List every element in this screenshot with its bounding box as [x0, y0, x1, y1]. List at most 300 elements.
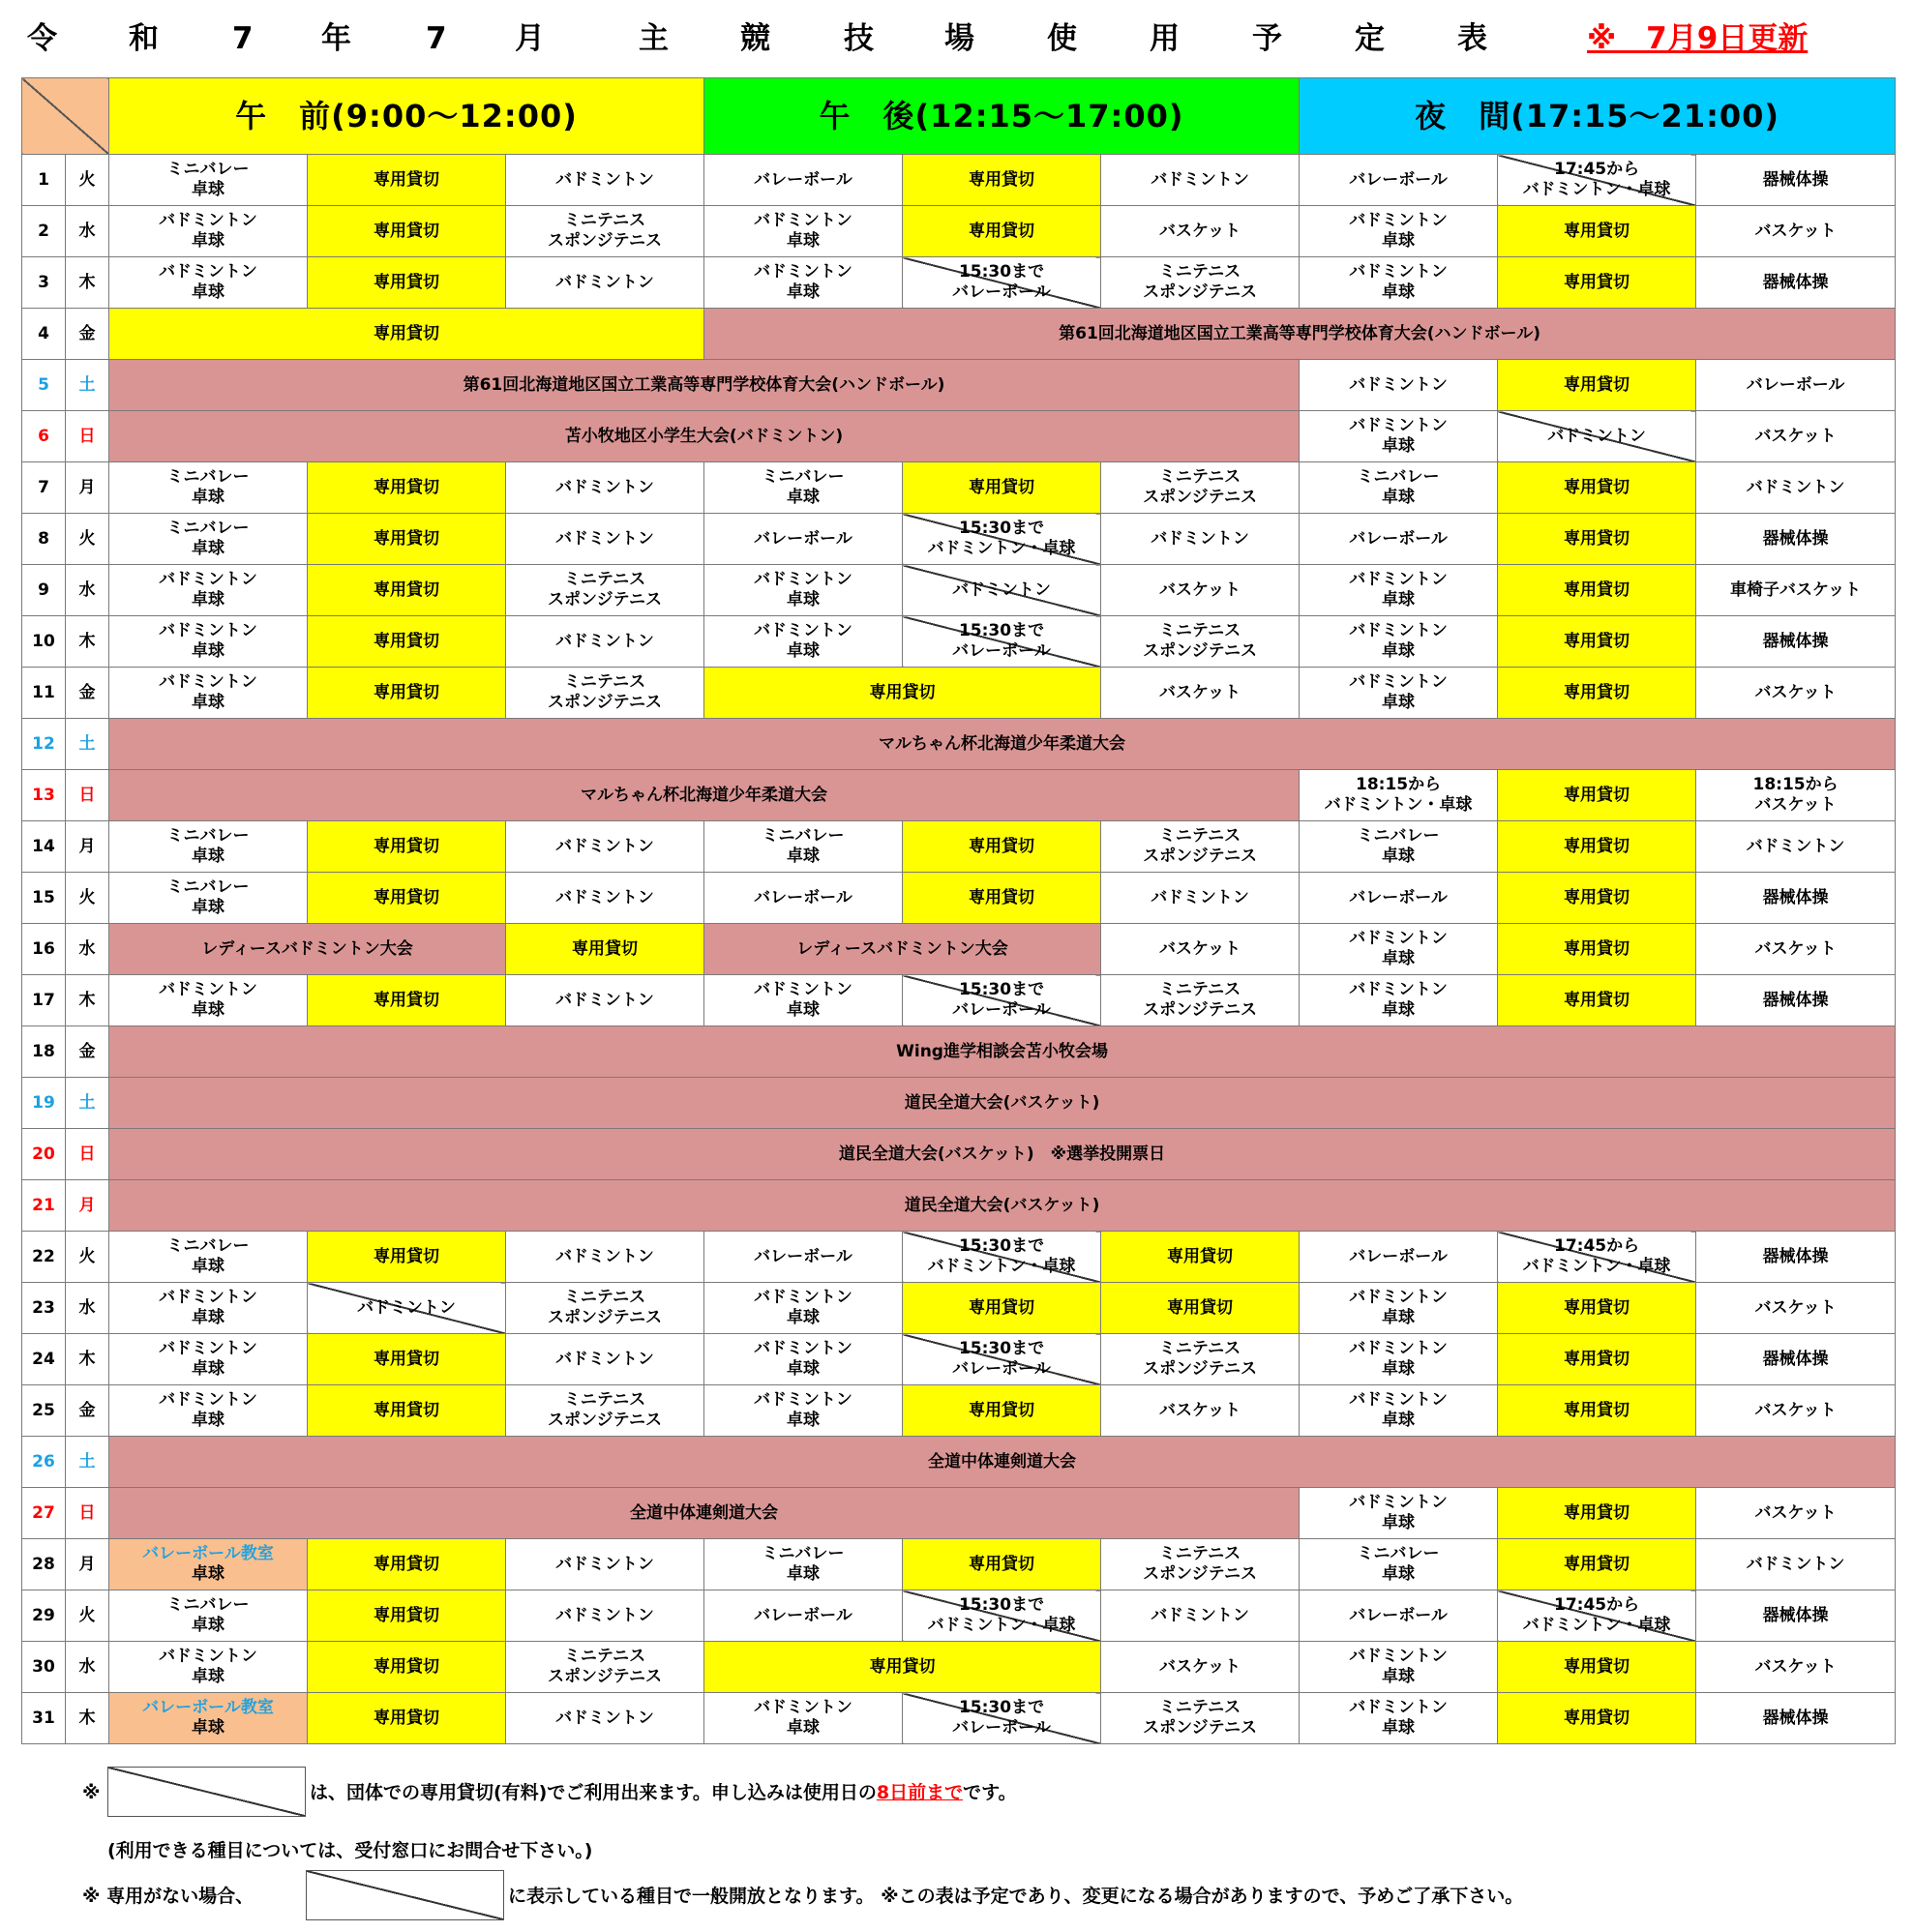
- morning-header: 午 前(9:00～12:00): [109, 78, 704, 155]
- cell-line: バドミントン・卓球: [927, 1257, 1076, 1276]
- event-cell: [109, 411, 1300, 462]
- cell-line: 専用貸切: [1564, 1656, 1630, 1677]
- cell-line: バレーボール: [952, 1359, 1051, 1379]
- day-row: [22, 1129, 1896, 1180]
- schedule-cell: [1696, 257, 1896, 309]
- cell-line: バレーボール教室: [142, 1544, 274, 1563]
- cell-line: 卓球: [787, 1411, 821, 1430]
- day-row: [22, 1232, 1896, 1283]
- cell-line: ミニテニス: [1158, 621, 1241, 640]
- day-row: [22, 1539, 1896, 1590]
- schedule-cell: [1300, 462, 1498, 514]
- reserved-cell: [308, 1232, 506, 1283]
- cell-line: 専用貸切: [1564, 682, 1630, 702]
- cell-line: マルちゃん杯北海道少年柔道大会: [879, 733, 1126, 754]
- schedule-cell: [109, 873, 308, 924]
- cell-line: 専用貸切: [1564, 1400, 1630, 1420]
- schedule-cell: [704, 1693, 903, 1744]
- cell-line: スポンジテニス: [1143, 1359, 1257, 1379]
- schedule-cell: [506, 1385, 704, 1437]
- day-row: [22, 565, 1896, 616]
- schedule-cell: [704, 1283, 903, 1334]
- schedule-cell: [704, 1334, 903, 1385]
- cell-line: 卓球: [192, 1308, 224, 1327]
- cell-line: バレーボール: [754, 1246, 852, 1266]
- schedule-cell: [506, 1590, 704, 1642]
- cell-line: ミニテニス: [563, 570, 646, 589]
- cell-line: 卓球: [1382, 1000, 1416, 1020]
- cell-line: 専用貸切: [1564, 1297, 1630, 1318]
- day-row: [22, 1590, 1896, 1642]
- cell-line: 専用貸切: [1564, 528, 1630, 549]
- cell-line: ミニバレー: [762, 1544, 845, 1563]
- day-number: 23: [22, 1283, 66, 1334]
- event-cell: [109, 1129, 1896, 1180]
- cell-line: 専用貸切: [969, 1400, 1035, 1420]
- cell-line: ミニテニス: [1158, 467, 1241, 487]
- cell-line: バドミントン: [754, 1339, 852, 1358]
- cell-line: 専用貸切: [1564, 1708, 1630, 1728]
- schedule-cell: [1696, 1385, 1896, 1437]
- cell-line: 専用貸切: [374, 221, 439, 241]
- weekday: 木: [66, 616, 109, 668]
- day-number: 4: [22, 309, 66, 360]
- cell-line: 専用貸切: [1564, 836, 1630, 856]
- cell-line: バスケット: [1158, 1656, 1241, 1677]
- cell-line: 器械体操: [1762, 887, 1829, 907]
- weekday: 土: [66, 719, 109, 770]
- schedule-cell: [704, 257, 903, 309]
- cell-line: 専用貸切: [374, 169, 439, 190]
- cell-line: 17:45から: [1553, 160, 1640, 179]
- cell-line: バレーボール教室: [142, 1698, 274, 1717]
- cell-line: バドミントン: [159, 262, 257, 282]
- cell-line: バドミントン: [159, 570, 257, 589]
- weekday: 火: [66, 1590, 109, 1642]
- cell-line: バスケット: [1754, 1297, 1837, 1318]
- day-number: 3: [22, 257, 66, 309]
- title-char: 年: [321, 21, 351, 56]
- schedule-cell: [704, 616, 903, 668]
- weekday: 水: [66, 1283, 109, 1334]
- partial-slash-cell: [1498, 155, 1696, 206]
- cell-line: 専用貸切: [374, 580, 439, 600]
- event-cell: [109, 719, 1896, 770]
- cell-line: 器械体操: [1762, 1708, 1829, 1728]
- cell-line: 専用貸切: [969, 1554, 1035, 1574]
- cell-line: バドミントン: [555, 477, 654, 497]
- cell-line: バドミントン: [1151, 1605, 1249, 1625]
- schedule-cell: [506, 668, 704, 719]
- day-number: 26: [22, 1437, 66, 1488]
- event-cell: [109, 1180, 1896, 1232]
- schedule-cell: [1300, 1283, 1498, 1334]
- cell-line: ミニテニス: [563, 672, 646, 692]
- cell-line: バドミントン: [952, 580, 1051, 600]
- weekday: 水: [66, 924, 109, 975]
- day-row: [22, 1693, 1896, 1744]
- cell-line: バドミントン: [357, 1297, 456, 1318]
- reserved-cell: [308, 873, 506, 924]
- cell-line: ミニバレー: [1357, 1544, 1440, 1563]
- schedule-cell: [1696, 411, 1896, 462]
- cell-line: バスケット: [1754, 1400, 1837, 1420]
- cell-line: バドミントン: [1746, 477, 1845, 497]
- title-char: 定: [1355, 21, 1385, 56]
- cell-line: バレーボール: [1349, 1605, 1448, 1625]
- schedule-cell: [1300, 1334, 1498, 1385]
- reserved-cell: [1498, 873, 1696, 924]
- day-row: [22, 360, 1896, 411]
- cell-line: 15:30まで: [958, 1236, 1045, 1256]
- schedule-cell: [1300, 616, 1498, 668]
- cell-line: バドミントン: [555, 169, 654, 190]
- day-number: 1: [22, 155, 66, 206]
- reserved-cell: [1498, 924, 1696, 975]
- weekday: 月: [66, 1539, 109, 1590]
- weekday: 土: [66, 360, 109, 411]
- cell-line: バドミントン: [555, 990, 654, 1010]
- schedule-cell: [1696, 1642, 1896, 1693]
- schedule-cell: [1101, 821, 1300, 873]
- weekday: 日: [66, 1488, 109, 1539]
- cell-line: 器械体操: [1762, 631, 1829, 651]
- day-row: [22, 1385, 1896, 1437]
- cell-line: 全道中体連剣道大会: [630, 1502, 779, 1523]
- cell-line: バスケット: [1158, 221, 1241, 241]
- cell-line: 卓球: [192, 1000, 224, 1020]
- event-cell: [109, 1437, 1896, 1488]
- schedule-cell: [1300, 873, 1498, 924]
- schedule-cell: [1696, 770, 1896, 821]
- day-number: 28: [22, 1539, 66, 1590]
- cell-line: バドミントン: [1349, 374, 1448, 395]
- note-line1-deadline: 8日前まで: [876, 1782, 964, 1803]
- schedule-cell: [1101, 514, 1300, 565]
- cell-line: 専用貸切: [374, 836, 439, 856]
- schedule-cell: [109, 565, 308, 616]
- reserved-cell: [1498, 616, 1696, 668]
- cell-line: ミニテニス: [1158, 826, 1241, 846]
- cell-line: バドミントン: [1349, 1493, 1448, 1512]
- cell-line: ミニバレー: [166, 1236, 250, 1256]
- schedule-cell: [1300, 975, 1498, 1026]
- reserved-cell: [506, 924, 704, 975]
- cell-line: バドミントン: [754, 1288, 852, 1307]
- weekday: 火: [66, 514, 109, 565]
- cell-line: 卓球: [1382, 693, 1416, 712]
- cell-line: 専用貸切: [374, 323, 439, 343]
- partial-slash-cell: [903, 514, 1101, 565]
- weekday: 木: [66, 257, 109, 309]
- cell-line: 卓球: [192, 231, 224, 251]
- cell-line: 器械体操: [1762, 169, 1829, 190]
- cell-line: スポンジテニス: [548, 231, 662, 251]
- schedule-cell: [109, 1590, 308, 1642]
- schedule-cell: [1300, 1539, 1498, 1590]
- cell-line: 専用貸切: [1564, 221, 1630, 241]
- cell-line: バドミントン: [1349, 621, 1448, 640]
- cell-line: バドミントン: [555, 1708, 654, 1728]
- cell-line: 専用貸切: [374, 682, 439, 702]
- cell-line: バドミントン: [1349, 672, 1448, 692]
- cell-line: 卓球: [192, 898, 224, 917]
- cell-line: 器械体操: [1762, 1246, 1829, 1266]
- schedule-cell: [506, 565, 704, 616]
- cell-line: ミニバレー: [166, 160, 250, 179]
- schedule-cell: [704, 155, 903, 206]
- cell-line: バドミントン: [1349, 1339, 1448, 1358]
- schedule-cell: [506, 1642, 704, 1693]
- weekday: 月: [66, 821, 109, 873]
- day-number: 12: [22, 719, 66, 770]
- schedule-cell: [109, 514, 308, 565]
- schedule-cell: [1101, 1539, 1300, 1590]
- cell-line: ミニバレー: [1357, 467, 1440, 487]
- schedule-cell: [1101, 873, 1300, 924]
- cell-line: 専用貸切: [374, 272, 439, 292]
- partial-slash-cell: [903, 616, 1101, 668]
- day-number: 10: [22, 616, 66, 668]
- weekday: 火: [66, 873, 109, 924]
- day-number: 11: [22, 668, 66, 719]
- schedule-cell: [1300, 155, 1498, 206]
- schedule-cell: [1101, 206, 1300, 257]
- title-char: 7: [426, 21, 447, 56]
- cell-line: バスケット: [1158, 682, 1241, 702]
- schedule-cell: [1101, 975, 1300, 1026]
- cell-line: 卓球: [787, 1718, 821, 1738]
- schedule-cell: [1696, 975, 1896, 1026]
- cell-line: 卓球: [192, 1718, 224, 1738]
- cell-line: 卓球: [192, 693, 224, 712]
- cell-line: 15:30まで: [958, 621, 1045, 640]
- weekday: 金: [66, 1385, 109, 1437]
- schedule-cell: [1101, 565, 1300, 616]
- event-cell: [109, 360, 1300, 411]
- cell-line: バスケット: [1754, 426, 1837, 446]
- title-char: 月: [515, 21, 545, 56]
- cell-line: 卓球: [192, 641, 224, 661]
- schedule-cell: [1101, 668, 1300, 719]
- reserved-cell: [1498, 1488, 1696, 1539]
- day-row: [22, 975, 1896, 1026]
- cell-line: 専用貸切: [869, 1656, 936, 1677]
- cell-line: バドミントン: [1151, 887, 1249, 907]
- cell-line: バドミントン: [159, 1647, 257, 1666]
- partial-slash-cell: [903, 565, 1101, 616]
- afternoon-header: 午 後(12:15～17:00): [704, 78, 1300, 155]
- cell-line: ミニバレー: [762, 467, 845, 487]
- cell-line: バドミントン: [754, 1390, 852, 1410]
- cell-line: ミニテニス: [563, 1390, 646, 1410]
- cell-line: バドミントン: [1349, 1390, 1448, 1410]
- schedule-cell: [506, 1693, 704, 1744]
- cell-line: 車椅子バスケット: [1729, 580, 1862, 600]
- cell-line: バドミントン: [555, 887, 654, 907]
- schedule-cell: [1101, 1642, 1300, 1693]
- weekday: 金: [66, 1026, 109, 1078]
- schedule-cell: [1101, 155, 1300, 206]
- cell-line: 卓球: [192, 1616, 224, 1635]
- cell-line: ミニテニス: [563, 211, 646, 230]
- schedule-cell: [1696, 1693, 1896, 1744]
- reserved-cell: [308, 565, 506, 616]
- day-number: 30: [22, 1642, 66, 1693]
- note-line1-before: は、団体での専用貸切(有料)でご利用出来ます。申し込みは使用日の: [310, 1782, 877, 1803]
- reserved-cell: [1498, 770, 1696, 821]
- cell-line: バドミントン: [1349, 570, 1448, 589]
- schedule-cell: [704, 462, 903, 514]
- cell-line: スポンジテニス: [548, 1308, 662, 1327]
- schedule-cell: [506, 155, 704, 206]
- day-number: 25: [22, 1385, 66, 1437]
- day-row: [22, 257, 1896, 309]
- schedule-cell: [1101, 257, 1300, 309]
- update-notice: ※ 7月9日更新: [1587, 21, 1809, 56]
- reserved-cell: [1498, 975, 1696, 1026]
- schedule-cell: [704, 1385, 903, 1437]
- cell-line: 卓球: [192, 590, 224, 609]
- reserved-cell: [903, 1539, 1101, 1590]
- cell-line: 卓球: [192, 488, 224, 507]
- weekday: 木: [66, 1334, 109, 1385]
- title-char: 7: [232, 21, 254, 56]
- cell-line: 卓球: [192, 1667, 224, 1686]
- schedule-cell: [1696, 1539, 1896, 1590]
- day-row: [22, 462, 1896, 514]
- schedule-cell: [109, 616, 308, 668]
- day-number: 13: [22, 770, 66, 821]
- event-cell: [109, 924, 506, 975]
- schedule-cell: [1101, 924, 1300, 975]
- schedule-cell: [1696, 360, 1896, 411]
- day-row: [22, 1180, 1896, 1232]
- reserved-cell: [308, 616, 506, 668]
- cell-line: 18:15から: [1752, 775, 1839, 794]
- cell-line: レディースバドミントン大会: [796, 938, 1008, 959]
- schedule-cell: [1696, 1232, 1896, 1283]
- partial-slash-cell: [1498, 411, 1696, 462]
- weekday: 水: [66, 565, 109, 616]
- day-number: 16: [22, 924, 66, 975]
- schedule-cell: [506, 257, 704, 309]
- cell-line: バレーボール: [754, 1605, 852, 1625]
- cell-line: 専用貸切: [374, 1349, 439, 1369]
- cell-line: 専用貸切: [374, 887, 439, 907]
- cell-line: バスケット: [1754, 938, 1837, 959]
- reserved-cell: [1498, 206, 1696, 257]
- event-cell: [109, 1026, 1896, 1078]
- day-row: [22, 719, 1896, 770]
- schedule-cell: [1696, 924, 1896, 975]
- schedule-cell: [1300, 668, 1498, 719]
- cell-line: バスケット: [1754, 1656, 1837, 1677]
- cell-line: バドミントン: [754, 621, 852, 640]
- cell-line: スポンジテニス: [548, 1411, 662, 1430]
- reserved-cell: [1498, 668, 1696, 719]
- day-row: [22, 924, 1896, 975]
- day-number: 27: [22, 1488, 66, 1539]
- schedule-cell: [704, 1539, 903, 1590]
- weekday: 日: [66, 411, 109, 462]
- reserved-cell: [109, 309, 704, 360]
- cell-line: 道民全道大会(バスケット): [904, 1195, 1100, 1215]
- cell-line: バドミントン: [1547, 426, 1646, 446]
- cell-line: バドミントン: [555, 1246, 654, 1266]
- cell-line: 卓球: [192, 282, 224, 302]
- day-number: 2: [22, 206, 66, 257]
- title-char: 予: [1252, 21, 1282, 56]
- weekday: 金: [66, 309, 109, 360]
- weekday: 土: [66, 1437, 109, 1488]
- cell-line: バスケット: [1754, 682, 1837, 702]
- cell-line: 18:15から: [1355, 775, 1442, 794]
- day-row: [22, 770, 1896, 821]
- title-char: 用: [1150, 21, 1180, 56]
- partial-slash-cell: [903, 1693, 1101, 1744]
- schedule-cell: [109, 1232, 308, 1283]
- cell-line: 専用貸切: [374, 990, 439, 1010]
- note-line1: [310, 1781, 1017, 1804]
- cell-line: バレーボール: [1349, 528, 1448, 549]
- cell-line: バスケット: [1754, 795, 1837, 815]
- cell-line: 専用貸切: [869, 682, 936, 702]
- schedule-cell: [506, 1232, 704, 1283]
- cell-line: バドミントン: [1349, 980, 1448, 999]
- schedule-cell: [1101, 1693, 1300, 1744]
- cell-line: 卓球: [1382, 641, 1416, 661]
- schedule-cell: [506, 1283, 704, 1334]
- weekday: 火: [66, 155, 109, 206]
- schedule-cell: [506, 462, 704, 514]
- cell-line: 卓球: [192, 1411, 224, 1430]
- cell-line: バスケット: [1158, 938, 1241, 959]
- cell-line: 卓球: [787, 641, 821, 661]
- reserved-cell: [903, 873, 1101, 924]
- schedule-cell: [109, 1642, 308, 1693]
- cell-line: 卓球: [192, 539, 224, 558]
- cell-line: バドミントン: [1349, 416, 1448, 435]
- day-row: [22, 1026, 1896, 1078]
- partial-slash-cell: [903, 975, 1101, 1026]
- cell-line: バスケット: [1158, 580, 1241, 600]
- night-header: 夜 間(17:15～21:00): [1300, 78, 1896, 155]
- cell-line: 15:30まで: [958, 980, 1045, 999]
- reserved-cell: [903, 1385, 1101, 1437]
- cell-line: バドミントン・卓球: [927, 1616, 1076, 1635]
- event-cell: [704, 924, 1101, 975]
- cell-line: ミニバレー: [166, 826, 250, 846]
- partial-slash-cell: [308, 1283, 506, 1334]
- schedule-cell: [1696, 155, 1896, 206]
- day-row: [22, 616, 1896, 668]
- cell-line: バレーボール: [952, 282, 1051, 302]
- cell-line: スポンジテニス: [1143, 847, 1257, 866]
- cell-line: バレーボール: [952, 641, 1051, 661]
- schedule-cell: [109, 1385, 308, 1437]
- schedule-cell: [1300, 770, 1498, 821]
- weekday: 水: [66, 206, 109, 257]
- event-cell: [109, 770, 1300, 821]
- schedule-cell: [506, 514, 704, 565]
- cell-line: 道民全道大会(バスケット): [904, 1092, 1100, 1113]
- cell-line: バレーボール: [952, 1000, 1051, 1020]
- cell-line: マルちゃん杯北海道少年柔道大会: [581, 785, 828, 805]
- schedule-cell: [506, 1334, 704, 1385]
- reserved-cell: [308, 462, 506, 514]
- cell-line: 卓球: [192, 180, 224, 199]
